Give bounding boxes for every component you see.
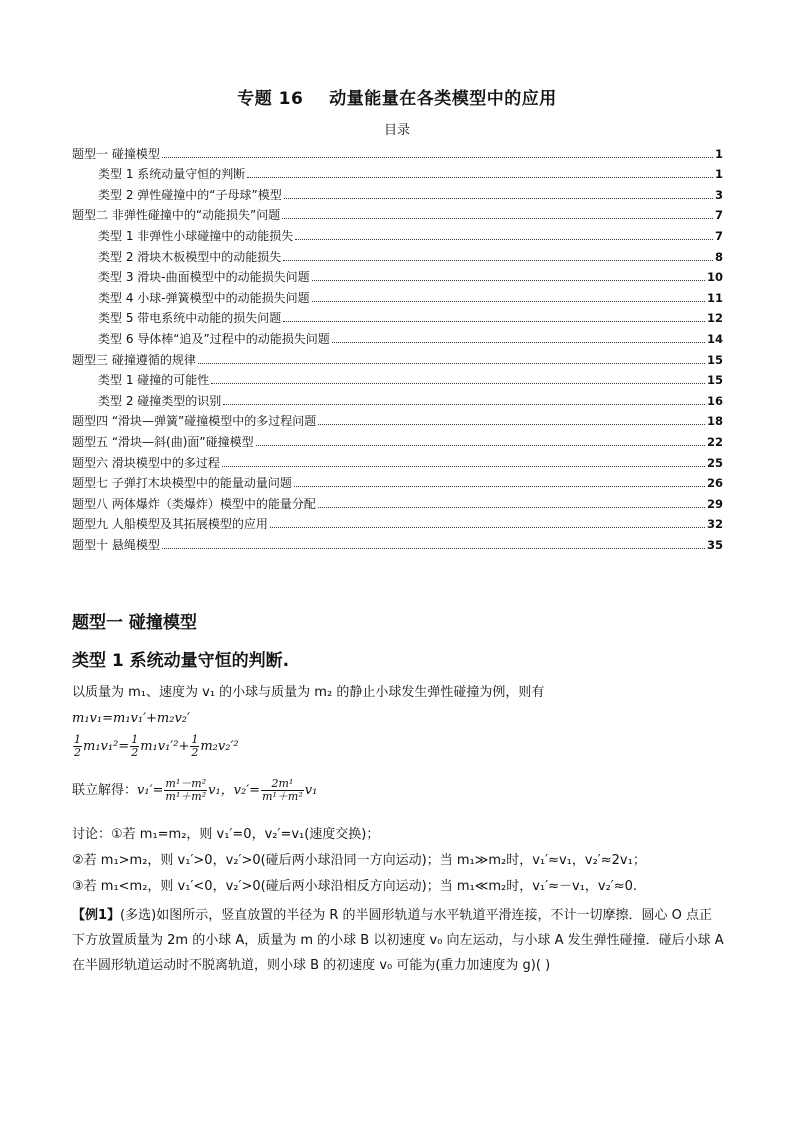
toc-dot-leader xyxy=(222,465,705,467)
document-title xyxy=(0,84,794,109)
energy-term-1: m₁v₁²= xyxy=(83,739,130,754)
toc-entry-label: 题型四 “滑块—弹簧”碰撞模型中的多过程问题 xyxy=(72,414,317,429)
toc-entry[interactable] xyxy=(72,140,723,161)
equation-momentum: m₁v₁=m₁v₁′+m₂v₂′ xyxy=(72,711,190,726)
toc-entry-page: 29 xyxy=(706,496,723,511)
toc-entry[interactable] xyxy=(72,490,723,511)
solve-v2-tail: v₁ xyxy=(304,783,318,798)
toc-dot-leader xyxy=(283,259,713,261)
solve-v1-label: v₁′= xyxy=(137,783,164,798)
equation-energy xyxy=(72,734,239,759)
toc-dot-leader xyxy=(283,320,705,322)
toc-entry-page: 12 xyxy=(706,311,723,326)
toc-entry-label: 类型 1 非弹性小球碰撞中的动能损失 xyxy=(98,228,294,243)
toc-entry-page: 16 xyxy=(706,393,723,408)
toc-entry[interactable] xyxy=(72,202,723,223)
toc-entry-label: 题型二 非弹性碰撞中的“动能损失”问题 xyxy=(72,208,281,223)
toc-dot-leader xyxy=(312,279,705,281)
toc-entry[interactable] xyxy=(72,511,723,532)
toc-dot-leader xyxy=(295,238,713,240)
subsection-heading: 类型 1 系统动量守恒的判断. xyxy=(72,651,290,671)
toc-dot-leader xyxy=(332,341,705,343)
fraction-v2 xyxy=(261,778,304,803)
toc-entry[interactable] xyxy=(72,325,723,346)
toc-entry-label: 题型七 子弹打木块模型中的能量动量问题 xyxy=(72,476,292,491)
toc-entry-label: 题型五 “滑块—斜(曲)面”碰撞模型 xyxy=(72,434,254,449)
toc-entry-page: 1 xyxy=(714,146,723,161)
toc-entry-label: 类型 1 碰撞的可能性 xyxy=(98,373,210,388)
toc-entry-page: 15 xyxy=(706,352,723,367)
toc-entry-label: 题型十 悬绳模型 xyxy=(72,537,160,552)
toc-entry-page: 35 xyxy=(706,537,723,552)
toc-entry-label: 类型 5 带电系统中动能的损失问题 xyxy=(98,311,282,326)
toc-entry-label: 类型 1 系统动量守恒的判断 xyxy=(98,167,246,182)
example-tag: 【例1】 xyxy=(72,908,121,923)
toc-entry-label: 题型九 人船模型及其拓展模型的应用 xyxy=(72,517,268,532)
equation-solution xyxy=(72,778,317,803)
intro-paragraph: 以质量为 m₁、速度为 v₁ 的小球与质量为 m₂ 的静止小球发生弹性碰撞为例，则有 xyxy=(72,685,545,700)
toc-entry-page: 32 xyxy=(706,517,723,532)
toc-entry[interactable] xyxy=(72,408,723,429)
toc-entry-label: 类型 6 导体棒“追及”过程中的动能损失问题 xyxy=(98,331,330,346)
toc-dot-leader xyxy=(318,506,705,508)
toc-entry[interactable] xyxy=(72,181,723,202)
toc-dot-leader xyxy=(211,382,705,384)
toc-entry[interactable] xyxy=(72,367,723,388)
toc-entry-label: 类型 2 碰撞类型的识别 xyxy=(98,393,222,408)
toc-entry-page: 3 xyxy=(714,187,723,202)
fraction-numerator: 2m¹ xyxy=(261,778,304,791)
toc-entry[interactable] xyxy=(72,428,723,449)
energy-term-2: m₁v₁′²+ xyxy=(140,739,190,754)
fraction-v1 xyxy=(164,778,207,803)
title-number: 专题 16 xyxy=(237,89,304,109)
toc-dot-leader xyxy=(318,423,705,425)
toc-entry[interactable] xyxy=(72,387,723,408)
toc-dot-leader xyxy=(282,217,713,219)
toc-entry-page: 1 xyxy=(714,167,723,182)
toc-entry-page: 26 xyxy=(706,476,723,491)
toc-dot-leader xyxy=(162,156,713,158)
toc-dot-leader xyxy=(312,300,705,302)
toc-entry-label: 题型八 两体爆炸（类爆炸）模型中的能量分配 xyxy=(72,496,316,511)
discussion-3: ③若 m₁<m₂，则 v₁′<0，v₂′>0(碰后两小球沿相反方向运动)；当 m₁≪m₂时，v₁′≈－v₁，v₂′≈0. xyxy=(72,879,638,894)
solve-v1-tail: v₁，v₂′= xyxy=(208,783,261,798)
toc-entry-page: 14 xyxy=(706,331,723,346)
toc-entry-page: 8 xyxy=(714,249,723,264)
toc-entry[interactable] xyxy=(72,305,723,326)
toc-entry-label: 题型六 滑块模型中的多过程 xyxy=(72,455,220,470)
fraction-half: $\frac{1}{2}$ xyxy=(191,733,199,759)
fraction-half: $\frac{1}{2}$ xyxy=(131,733,139,759)
toc-dot-leader xyxy=(256,444,705,446)
toc-dot-leader xyxy=(223,403,705,405)
fraction-numerator: m¹－m² xyxy=(165,777,207,790)
discussion-2: ②若 m₁>m₂，则 v₁′>0，v₂′>0(碰后两小球沿同一方向运动)；当 m₁≫m₂时，v₁′≈v₁，v₂′≈2v₁； xyxy=(72,853,646,868)
table-of-contents xyxy=(72,140,723,552)
toc-entry-label: 题型三 碰撞遵循的规律 xyxy=(72,352,196,367)
toc-entry-label: 类型 3 滑块-曲面模型中的动能损失问题 xyxy=(98,270,310,285)
toc-entry-page: 7 xyxy=(714,228,723,243)
toc-entry[interactable] xyxy=(72,243,723,264)
title-text: 动量能量在各类模型中的应用 xyxy=(329,89,557,109)
toc-dot-leader xyxy=(198,362,705,364)
toc-entry-page: 10 xyxy=(706,270,723,285)
toc-dot-leader xyxy=(284,197,713,199)
example-text: (多选)如图所示，竖直放置的半径为 R 的半圆形轨道与水平轨道平滑连接，不计一切摩擦．圆心 O 点正下方放置质量为 2m 的小球 A，质量为 m 的小球 B 以初速度 v₀ 向左运动，与小球 A 发生弹性碰撞．碰后小球 A 在半圆形轨道运动时不脱离轨道，则小球 B 的初速度 v₀ 可能为(重力加速度为 g)( ) xyxy=(72,908,724,973)
energy-term-3: m₂v₂′² xyxy=(200,739,239,754)
section-heading: 题型一 碰撞模型 xyxy=(72,613,197,633)
example-1 xyxy=(72,903,724,978)
toc-entry-page: 22 xyxy=(706,434,723,449)
solve-label: 联立解得： xyxy=(72,783,138,798)
toc-entry[interactable] xyxy=(72,449,723,470)
toc-entry[interactable] xyxy=(72,470,723,491)
toc-entry-page: 25 xyxy=(706,455,723,470)
toc-entry[interactable] xyxy=(72,284,723,305)
toc-entry-label: 题型一 碰撞模型 xyxy=(72,146,160,161)
toc-dot-leader xyxy=(247,176,713,178)
toc-entry-label: 类型 4 小球-弹簧模型中的动能损失问题 xyxy=(98,290,310,305)
toc-entry-label: 类型 2 滑块木板模型中的动能损失 xyxy=(98,249,282,264)
fraction-denominator: m¹＋m² xyxy=(262,790,303,803)
toc-entry-page: 11 xyxy=(706,290,723,305)
toc-entry[interactable] xyxy=(72,222,723,243)
fraction-denominator: m¹＋m² xyxy=(165,790,207,803)
toc-entry[interactable] xyxy=(72,161,723,182)
discussion-1: 讨论：①若 m₁=m₂，则 v₁′=0，v₂′=v₁(速度交换)； xyxy=(72,827,380,842)
toc-entry-page: 15 xyxy=(706,373,723,388)
toc-entry-page: 7 xyxy=(714,208,723,223)
toc-dot-leader xyxy=(294,485,705,487)
toc-entry-page: 18 xyxy=(706,414,723,429)
toc-dot-leader xyxy=(270,526,705,528)
toc-entry[interactable] xyxy=(72,531,723,552)
toc-entry[interactable] xyxy=(72,346,723,367)
toc-entry-label: 类型 2 弹性碰撞中的“子母球”模型 xyxy=(98,187,282,202)
toc-heading: 目录 xyxy=(383,123,410,138)
toc-dot-leader xyxy=(162,547,705,549)
fraction-half: $\frac{1}{2}$ xyxy=(74,733,81,759)
toc-entry[interactable] xyxy=(72,264,723,285)
